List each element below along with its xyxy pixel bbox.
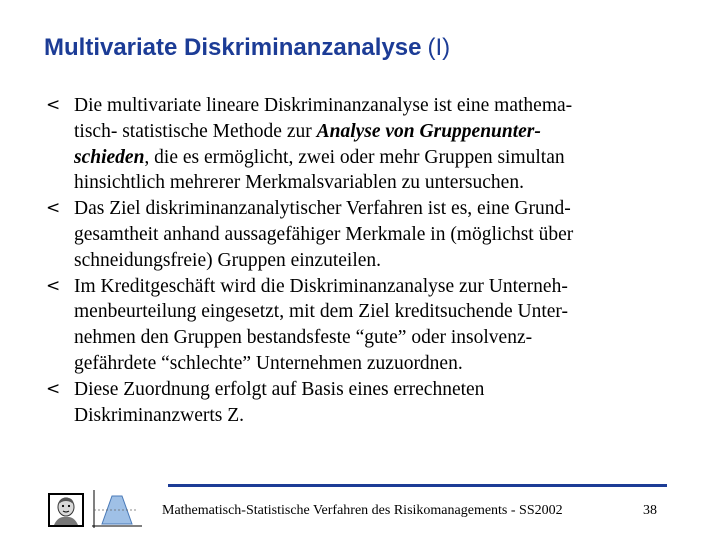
footer-rule <box>168 484 667 487</box>
bullet-line <box>74 299 694 325</box>
bullet-item <box>44 274 694 377</box>
text-segment: Die multivariate lineare Diskriminanzanalyse ist eine mathema- <box>74 95 573 116</box>
bullet-line <box>74 222 694 248</box>
bullet-line <box>74 325 694 351</box>
footer-text: Mathematisch-Statistische Verfahren des Risikomanagements - SS2002 <box>162 503 563 518</box>
text-segment: gesamtheit anhand aussagefähiger Merkmale in (möglichst über <box>74 223 574 245</box>
page-number: 38 <box>643 503 657 518</box>
bullet-item <box>44 377 694 429</box>
text-segment: Das Ziel diskriminanzanalytischer Verfahren ist es, eine Grund- <box>74 198 571 220</box>
arrow-left-bullet-icon: < <box>46 378 61 399</box>
emphasized-text: Analyse von Gruppenunter- <box>316 120 541 142</box>
bullet-line <box>74 119 694 145</box>
bullet-line <box>74 196 694 222</box>
slide-title-main: Multivariate Diskriminanzanalyse <box>44 34 422 61</box>
arrow-left-bullet-icon: < <box>46 198 61 219</box>
text-segment: Diskriminanzwerts Z. <box>74 404 245 426</box>
bullet-line <box>74 170 694 196</box>
distribution-chart-logo <box>88 488 144 530</box>
text-segment: gefährdete “schlechte” Unternehmen zuzuordnen. <box>74 352 463 374</box>
text-segment: schneidungsfreie) Gruppen einzuteilen. <box>74 249 382 271</box>
bullet-line <box>74 377 694 403</box>
bullet-item <box>44 93 694 196</box>
bullet-list <box>44 93 694 428</box>
text-segment: nehmen den Gruppen bestandsfeste “gute” oder insolvenz- <box>74 327 533 349</box>
text-segment: Im Kreditgeschäft wird die Diskriminanzanalyse zur Unterneh- <box>74 275 568 297</box>
bullet-line <box>74 248 694 274</box>
text-segment: tisch- statistische Methode zur <box>74 120 317 142</box>
bullet-line <box>74 274 694 300</box>
bullet-line <box>74 403 694 429</box>
emphasized-text: schieden <box>74 146 145 168</box>
arrow-left-bullet-icon: < <box>46 275 61 296</box>
portrait-logo <box>48 493 84 527</box>
arrow-left-bullet-icon: < <box>46 95 61 115</box>
bullet-line <box>74 351 694 377</box>
text-segment: menbeurteilung eingesetzt, mit dem Ziel kreditsuchende Unter- <box>74 301 568 323</box>
text-segment: hinsichtlich mehrerer Merkmalsvariablen zu untersuchen. <box>74 172 524 194</box>
slide-title-suffix: (I) <box>427 34 451 61</box>
bullet-line <box>74 93 694 119</box>
text-segment: , die es ermöglicht, zwei oder mehr Gruppen simultan <box>144 146 565 168</box>
bullet-item <box>44 196 694 273</box>
text-segment: Diese Zuordnung erfolgt auf Basis eines errechneten <box>74 378 485 400</box>
bullet-line <box>74 145 694 171</box>
slide-title <box>44 34 450 62</box>
